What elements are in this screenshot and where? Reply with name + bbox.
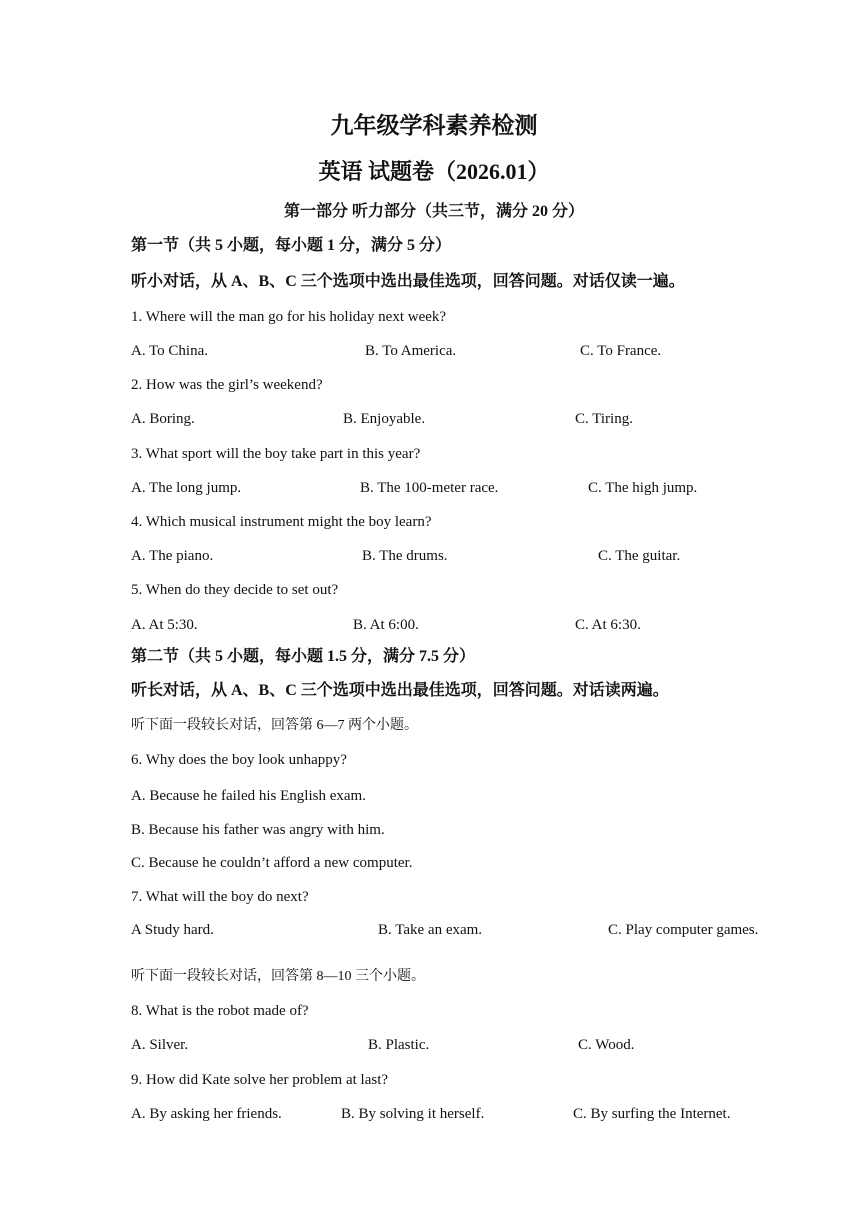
question-7: 7. What will the boy do next? <box>131 889 309 905</box>
q9-option-a: A. By asking her friends. <box>131 1106 282 1122</box>
q9-option-b: B. By solving it herself. <box>341 1106 485 1122</box>
q9-option-c: C. By surfing the Internet. <box>573 1106 731 1122</box>
question-8: 8. What is the robot made of? <box>131 1003 309 1019</box>
question-1: 1. Where will the man go for his holiday next week? <box>131 309 447 325</box>
q1-option-b: B. To America. <box>365 343 457 359</box>
question-4: 4. Which musical instrument might the boy learn? <box>131 514 432 530</box>
question-5: 5. When do they decide to set out? <box>131 582 339 598</box>
section1-heading: 第一节（共 5 小题，每小题 1 分，满分 5 分） <box>131 237 452 254</box>
q2-option-c: C. Tiring. <box>575 411 633 427</box>
question-2: 2. How was the girl’s weekend? <box>131 377 323 393</box>
section2-heading: 第二节（共 5 小题，每小题 1.5 分，满分 7.5 分） <box>131 648 476 665</box>
q2-option-b: B. Enjoyable. <box>343 411 426 427</box>
q4-option-a: A. The piano. <box>131 548 214 564</box>
q1-option-a: A. To China. <box>131 343 209 359</box>
q6-option-b: B. Because his father was angry with him. <box>131 822 385 838</box>
section2-instruction: 听长对话，从 A、B、C 三个选项中选出最佳选项，回答问题。对话读两遍。 <box>131 682 669 699</box>
question-9: 9. How did Kate solve her problem at last? <box>131 1072 389 1088</box>
part-heading: 第一部分 听力部分（共三节，满分 20 分） <box>283 203 584 220</box>
q1-option-c: C. To France. <box>580 343 662 359</box>
q7-option-b: B. Take an exam. <box>378 922 483 938</box>
section1-instruction: 听小对话，从 A、B、C 三个选项中选出最佳选项，回答问题。对话仅读一遍。 <box>131 273 685 290</box>
q4-option-b: B. The drums. <box>362 548 448 564</box>
question-6: 6. Why does the boy look unhappy? <box>131 752 347 768</box>
dialogue-note-2: 听下面一段较长对话，回答第 8—10 三个小题。 <box>131 969 425 984</box>
dialogue-note-1: 听下面一段较长对话，回答第 6—7 两个小题。 <box>131 718 418 733</box>
q3-option-b: B. The 100-meter race. <box>360 480 499 496</box>
q3-option-c: C. The high jump. <box>588 480 698 496</box>
q5-option-a: A. At 5:30. <box>131 617 198 633</box>
q7-option-a: A Study hard. <box>131 922 214 938</box>
q6-option-a: A. Because he failed his English exam. <box>131 788 366 804</box>
q5-option-b: B. At 6:00. <box>353 617 419 633</box>
q8-option-b: B. Plastic. <box>368 1037 430 1053</box>
question-3: 3. What sport will the boy take part in this year? <box>131 446 421 462</box>
q8-option-a: A. Silver. <box>131 1037 189 1053</box>
q2-option-a: A. Boring. <box>131 411 195 427</box>
q6-option-c: C. Because he couldn’t afford a new computer. <box>131 855 413 871</box>
q7-option-c: C. Play computer games. <box>608 922 759 938</box>
q4-option-c: C. The guitar. <box>598 548 681 564</box>
exam-title: 九年级学科素养检测 <box>330 113 538 138</box>
q3-option-a: A. The long jump. <box>131 480 242 496</box>
q5-option-c: C. At 6:30. <box>575 617 641 633</box>
exam-subtitle: 英语 试题卷（2026.01） <box>318 159 550 184</box>
q8-option-c: C. Wood. <box>578 1037 635 1053</box>
